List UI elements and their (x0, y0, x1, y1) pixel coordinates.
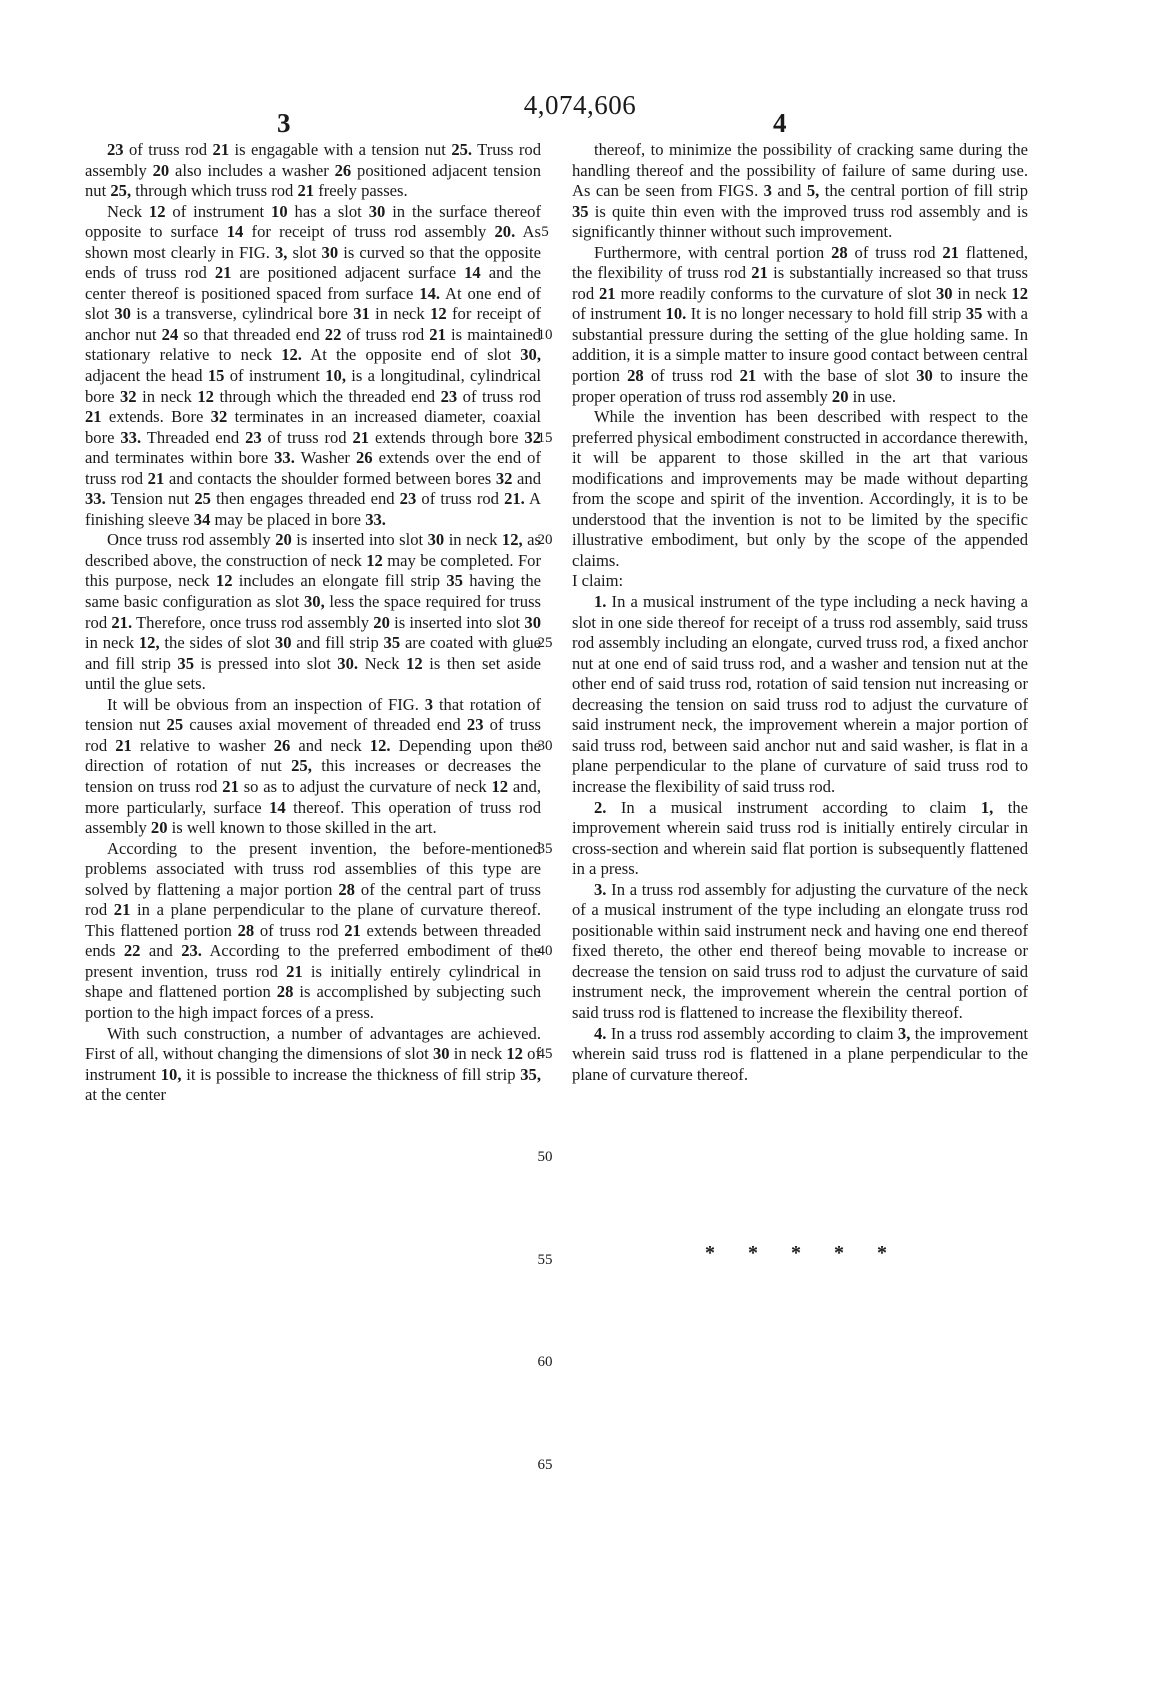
line-number: 25 (537, 635, 553, 652)
line-number: 20 (537, 532, 553, 549)
right-text-column (572, 140, 1028, 1085)
paragraph: While the invention has been described with respect to the preferred physical embodiment constructed in accordance therewith, it will be apparent to those skilled in the art that various modifications and improvements may be made without departing from the scope and spirit of the invention. Accordingly, it is to be understood that the invention is not to be limited by the specific illustrative embodiment, but only by the scope of the appended claims. (572, 407, 1028, 570)
paragraph: According to the present invention, the before-mentioned problems associated with truss rod assemblies of this type are solved by flattening a major portion 28 of the central part of truss rod 21 in a plane perpendicular to the plane of curvature thereof. This flattened portion 28 of truss rod 21 extends between threaded ends 22 and 23. According to the preferred embodiment of the present invention, truss rod 21 is initially entirely cylindrical in shape and flattened portion 28 is accomplished by subjecting such portion to the high impact forces of a press. (85, 838, 541, 1022)
paragraph: 2. In a musical instrument according to claim 1, the improvement wherein said truss rod is initially entirely circular in cross-section and wherein said flat portion is subsequently flattened in a press. (572, 797, 1028, 879)
paragraph: thereof, to minimize the possibility of cracking same during the handling thereof and the possibility of failure of same during use. As can be seen from FIGS. 3 and 5, the central portion of fill strip 35 is quite thin even with the improved truss rod assembly and is significantly thinner without such improvement. (572, 140, 1028, 242)
paragraph: Once truss rod assembly 20 is inserted into slot 30 in neck 12, as described above, the construction of neck 12 may be completed. For this purpose, neck 12 includes an elongate fill strip 35 having the same basic configuration as slot 30, less the space required for truss rod 21. Therefore, once truss rod assembly 20 is inserted into slot 30 in neck 12, the sides of slot 30 and fill strip 35 are coated with glue and fill strip 35 is pressed into slot 30. Neck 12 is then set aside until the glue sets. (85, 530, 542, 694)
right-column-number: 4 (773, 108, 787, 138)
line-number: 65 (537, 1457, 553, 1474)
paragraph: It will be obvious from an inspection of FIG. 3 that rotation of tension nut 25 causes axial movement of threaded end 23 of truss rod 21 relative to washer 26 and neck 12. Depending upon the direction of rotation of nut 25, this increases or decreases the tension on truss rod 21 so as to adjust the curvature of neck 12 and, more particularly, surface 14 thereof. This operation of truss rod assembly 20 is well known to those skilled in the art. (85, 694, 542, 838)
line-number: 10 (537, 326, 553, 343)
line-number: 40 (537, 943, 553, 960)
paragraph: I claim: (572, 571, 624, 591)
line-number: 45 (537, 1046, 553, 1063)
left-column-number: 3 (277, 108, 291, 138)
paragraph: 23 of truss rod 21 is engagable with a tension nut 25. Truss rod assembly 20 also includes a washer 26 positioned adjacent tension nut 25, through which truss rod 21 freely passes. (85, 140, 542, 201)
line-number: 55 (537, 1251, 553, 1268)
paragraph: With such construction, a number of advantages are achieved. First of all, without changing the dimensions of slot 30 in neck 12 of instrument 10, it is possible to increase the thickness of fill strip 35, at the center (85, 1023, 541, 1105)
line-number: 30 (537, 737, 553, 754)
line-number: 35 (537, 840, 553, 857)
paragraph: Furthermore, with central portion 28 of truss rod 21 flattened, the flexibility of truss rod 21 is substantially increased so that truss rod 21 more readily conforms to the curvature of slot 30 in neck 12 of instrument 10. It is no longer necessary to hold fill strip 35 with a substantial pressure during the setting of the glue holding same. In addition, it is a simple matter to insure good contact between central portion 28 of truss rod 21 with the base of slot 30 to insure the proper operation of truss rod assembly 20 in use. (572, 242, 1029, 406)
patent-number: 4,074,606 (523, 90, 637, 120)
paragraph: 4. In a truss rod assembly according to claim 3, the improvement wherein said truss rod is flattened in a plane perpendicular to the plane of curvature thereof. (572, 1023, 1028, 1084)
line-number: 15 (537, 429, 553, 446)
left-text-column (85, 140, 541, 1106)
paragraph: Neck 12 of instrument 10 has a slot 30 in the surface thereof opposite to surface 14 for receipt of truss rod assembly 20. As shown most clearly in FIG. 3, slot 30 is curved so that the opposite ends of truss rod 21 are positioned adjacent surface 14 and the center thereof is positioned spaced from surface 14. At one end of slot 30 is a transverse, cylindrical bore 31 in neck 12 for receipt of anchor nut 24 so that threaded end 22 of truss rod 21 is maintained stationary relative to neck 12. At the opposite end of slot 30, adjacent the head 15 of instrument 10, is a longitudinal, cylindrical bore 32 in neck 12 through which the threaded end 23 of truss rod 21 extends. Bore 32 terminates in an increased diameter, coaxial bore 33. Threaded end 23 of truss rod 21 extends through bore 32 and terminates within bore 33. Washer 26 extends over the end of truss rod 21 and contacts the shoulder formed between bores 32 and 33. Tension nut 25 then engages threaded end 23 of truss rod 21. A finishing sleeve 34 may be placed in bore 33. (85, 201, 542, 529)
paragraph: 1. In a musical instrument of the type including a neck having a slot in one side thereof for receipt of a truss rod assembly, said truss rod assembly including an elongate, curved truss rod, a fixed anchor nut at one end of said truss rod, and a washer and tension nut at the other end of said truss rod, rotation of said tension nut increasing or decreasing the tension on said truss rod to adjust the curvature of said instrument neck, the improvement wherein a major portion of said truss rod, between said anchor nut and said washer, is flat in a plane perpendicular to the plane of curvature of said truss rod to increase the flexibility of said truss rod. (572, 592, 1028, 796)
end-of-claims-marks: * * * * * (705, 1242, 901, 1264)
paragraph: 3. In a truss rod assembly for adjusting the curvature of the neck of a musical instrument of the type including an elongate truss rod positionable within said instrument neck and having one end thereof fixed thereto, the other end thereof being movable to increase or decrease the tension on said truss rod to adjust the curvature of said instrument neck, the improvement wherein the central portion of said truss rod is flattened to increase the flexibility thereof. (572, 879, 1028, 1022)
line-number: 50 (537, 1148, 553, 1165)
line-number: 5 (541, 224, 549, 241)
line-number: 60 (537, 1354, 553, 1371)
